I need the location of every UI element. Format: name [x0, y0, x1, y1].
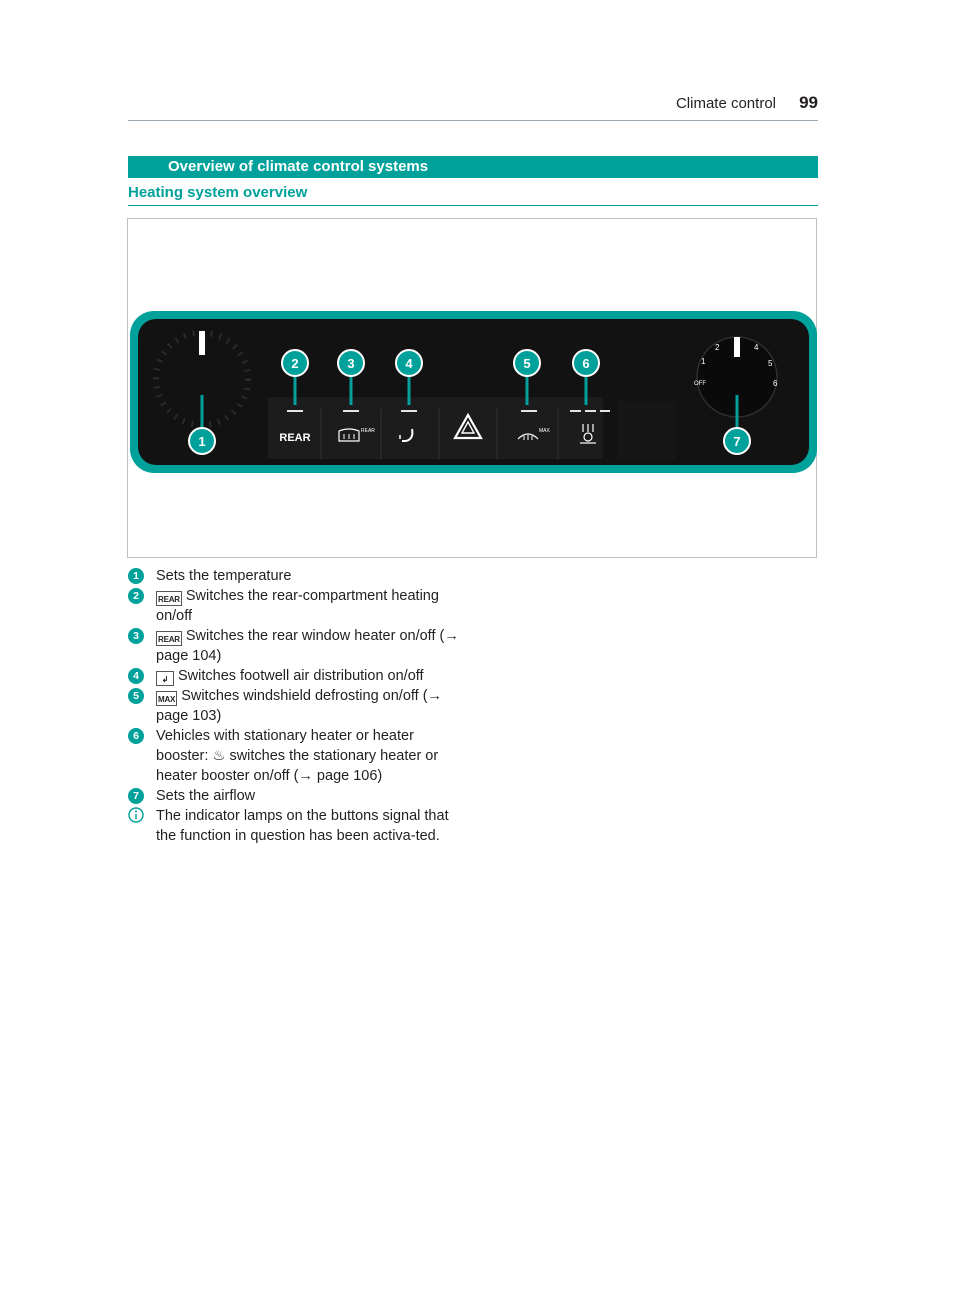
callout-3	[338, 350, 364, 376]
dial-off-label: OFF	[694, 381, 706, 387]
info-icon	[128, 807, 144, 823]
callout-4	[396, 350, 422, 376]
svg-text:4: 4	[405, 356, 413, 371]
svg-text:5: 5	[523, 356, 531, 371]
dial-step-1: 1	[701, 357, 706, 366]
section-title: Overview of climate control systems	[128, 156, 818, 178]
legend-text: Switches the rear window heater on/off (→ page 104)	[156, 628, 459, 664]
legend-number: 7	[128, 788, 144, 804]
legend-item-4	[128, 666, 468, 686]
rear-window-icon-sup: REAR	[361, 428, 375, 434]
legend-item-7	[128, 786, 468, 806]
dial-step-2: 2	[715, 343, 720, 352]
legend-item-5	[128, 686, 468, 726]
page-number: 99	[799, 93, 818, 112]
footwell-symbol-icon: ↲	[156, 671, 174, 686]
info-note	[128, 806, 468, 846]
legend-number: 5	[128, 688, 144, 704]
rear-button-label: REAR	[279, 432, 311, 444]
legend-text: Sets the airflow	[156, 788, 256, 804]
callout-7	[724, 428, 750, 454]
legend-item-6	[128, 726, 468, 786]
legend-text: Switches footwell air distribution on/off	[178, 668, 424, 684]
callout-5	[514, 350, 540, 376]
legend-text: Switches windshield defrosting on/off (→ page 103)	[156, 688, 443, 724]
dial-step-4: 4	[754, 343, 759, 352]
legend-number: 6	[128, 728, 144, 744]
callout-1	[189, 428, 215, 454]
windshield-max-symbol-icon: MAX	[156, 691, 177, 706]
windshield-icon-sup: MAX	[539, 428, 550, 434]
legend-number: 4	[128, 668, 144, 684]
control-panel-figure	[127, 218, 817, 558]
dial-step-6: 6	[773, 379, 778, 388]
subsection-title: Heating system overview	[128, 183, 818, 206]
svg-text:2: 2	[291, 356, 299, 371]
legend-list	[128, 566, 468, 846]
legend-text: Vehicles with stationary heater or heater booster: ♨ switches the stationary heater or heater booster on/off (→ page 106)	[156, 728, 439, 784]
running-head	[128, 92, 818, 121]
legend-number: 2	[128, 588, 144, 604]
svg-text:6: 6	[582, 356, 590, 371]
note-text: The indicator lamps on the buttons signal that the function in question has been activa-ted.	[156, 808, 449, 844]
svg-text:3: 3	[347, 356, 355, 371]
legend-item-2	[128, 586, 468, 626]
legend-item-1	[128, 566, 468, 586]
legend-text: Switches the rear-compartment heating on/off	[156, 588, 439, 624]
legend-item-3	[128, 626, 468, 666]
control-panel-illustration	[128, 219, 818, 559]
dial-step-5: 5	[768, 359, 773, 368]
header-section-title: Climate control	[675, 95, 776, 112]
legend-number: 3	[128, 628, 144, 644]
dial-step-3: 3	[734, 338, 739, 347]
callout-2	[282, 350, 308, 376]
callout-6	[573, 350, 599, 376]
svg-text:7: 7	[733, 434, 741, 449]
legend-number: 1	[128, 568, 144, 584]
svg-text:1: 1	[198, 434, 206, 449]
legend-text: Sets the temperature	[156, 568, 292, 584]
rear-window-heater-symbol-icon: REAR	[156, 631, 182, 646]
rear-heating-symbol-icon: REAR	[156, 591, 182, 606]
